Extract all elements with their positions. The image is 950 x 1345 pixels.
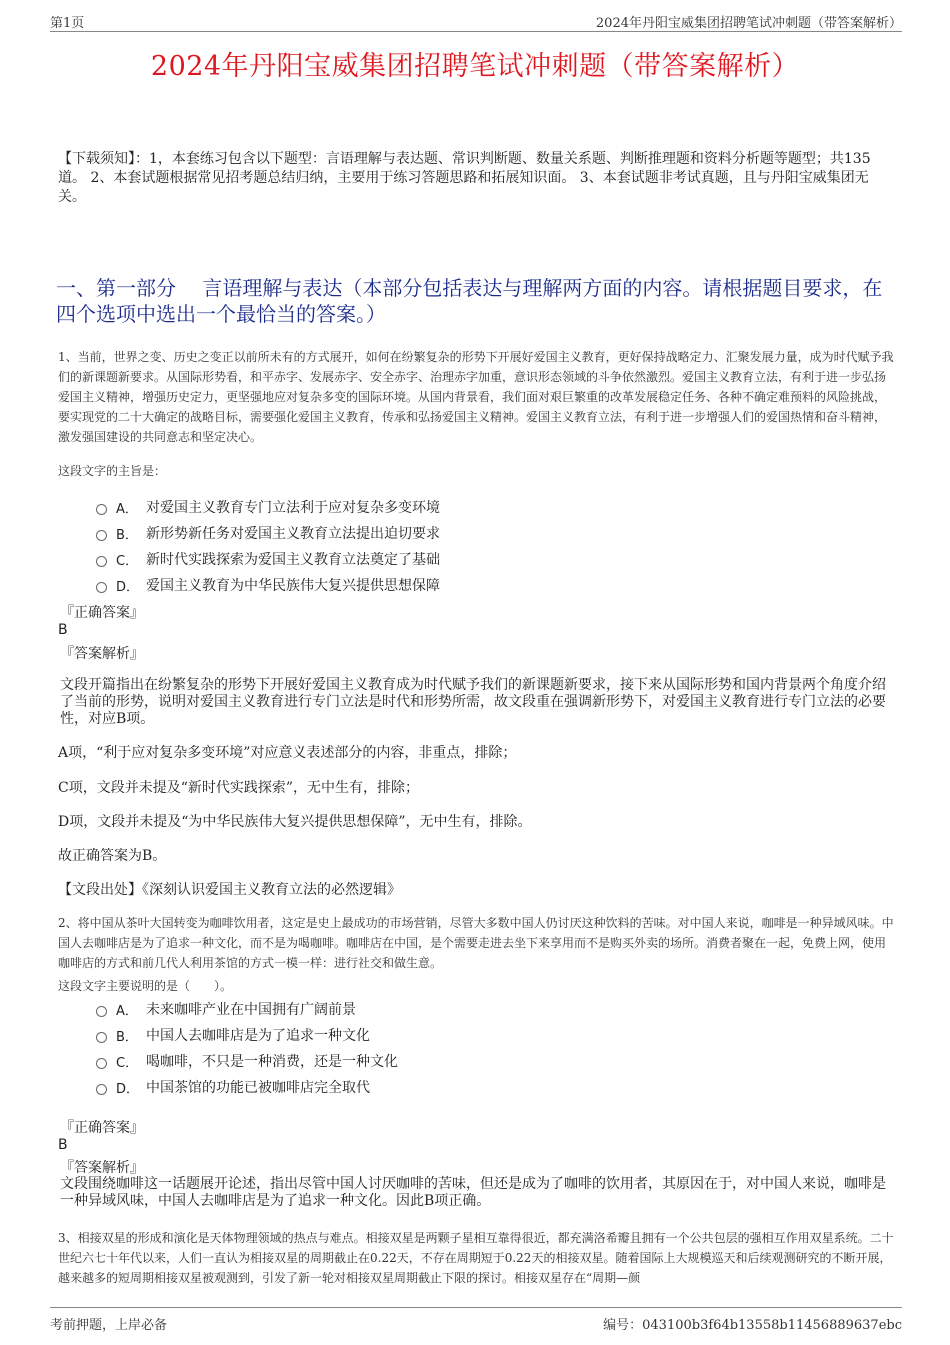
page-title: 2024年丹阳宝威集团招聘笔试冲刺题（带答案解析） xyxy=(150,51,800,82)
q2-stem: 2、将中国从茶叶大国转变为咖啡饮用者，这定是史上最成功的市场营销，尽管大多数中国人仍讨厌这种饮料的苦味。对中国人来说，咖啡是一种异域风味。中国人去咖啡店是为了追求一种文化，而不是为喝咖啡。咖啡店在中国，是个需要走进去坐下来享用而不是购买外卖的场所。消费者聚在一起，免费上网，使用咖啡店的方式和前几代人利用茶馆的方式一模一样：进行社交和做生意。 xyxy=(58,916,894,970)
q2-question: 这段文字主要说明的是（ ）。 xyxy=(58,979,233,993)
q1-answer: B xyxy=(58,622,68,638)
q1-conclusion: 故正确答案为B。 xyxy=(58,848,167,864)
q2-answer-label: 『正确答案』 xyxy=(60,1120,144,1136)
header-doc-title: 2024年丹阳宝威集团招聘笔试冲刺题（带答案解析） xyxy=(595,16,902,31)
q1-analysis-label: 『答案解析』 xyxy=(60,646,144,662)
footer-slogan: 考前押题，上岸必备 xyxy=(50,1318,168,1333)
radio-icon[interactable] xyxy=(96,1058,107,1069)
radio-icon[interactable] xyxy=(96,1006,107,1017)
q1-option-d[interactable]: D． 爱国主义教育为中华民族伟大复兴提供思想保障 xyxy=(96,575,440,595)
q1-note-a: A项，“利于应对复杂多变环境”对应意义表述部分的内容，非重点，排除； xyxy=(58,745,517,761)
footer-code: 编号：043100b3f64b13558b11456889637ebc xyxy=(603,1318,902,1333)
page-number: 第1页 xyxy=(50,16,85,31)
download-notice: 【下载须知】：1，本套练习包含以下题型：言语理解与表达题、常识判断题、数量关系题、判断推理题和资料分析题等题型；共135道。 2、本套试题根据常见招考题总结归纳，主要用于练习答题思路和拓展知识面。 3、本套试题非考试真题，且与丹阳宝威集团无关。 xyxy=(58,151,871,205)
q2-option-b[interactable]: B． 中国人去咖啡店是为了追求一种文化 xyxy=(96,1025,370,1045)
q2-analysis-label: 『答案解析』 xyxy=(60,1160,144,1176)
q1-option-a[interactable]: A． 对爱国主义教育专门立法利于应对复杂多变环境 xyxy=(96,497,440,517)
q1-question: 这段文字的主旨是： xyxy=(58,464,167,478)
q3-stem: 3、相接双星的形成和演化是天体物理领域的热点与难点。相接双星是两颗子星相互靠得很近，都充满洛希瓣且拥有一个公共包层的强相互作用双星系统。二十世纪六七十年代以来，人们一直认为相接双星的周期截止在0.22天，不存在周期短于0.22天的相接双星。随着国际上大规模巡天和后续观测研究的不断开展，越来越多的短周期相接双星被观测到，引发了新一轮对相接双星周期截止下限的探讨。相接双星存在“周期—颜 xyxy=(58,1231,894,1285)
q1-stem: 1、当前，世界之变、历史之变正以前所未有的方式展开，如何在纷繁复杂的形势下开展好爱国主义教育，更好保持战略定力、汇聚发展力量，成为时代赋予我们的新课题新要求。从国际形势看，和平赤字、发展赤字、安全赤字、治理赤字加重，意识形态领域的斗争依然激烈。爱国主义教育立法，有利于进一步弘扬爱国主义精神，增强历史定力，更坚强地应对复杂多变的国际环境。从国内背景看，我们面对艰巨繁重的改革发展稳定任务、各种不确定难预料的风险挑战，要实现党的二十大确定的战略目标，需要强化爱国主义教育，传承和弘扬爱国主义精神。爱国主义教育立法，有利于进一步增强人们的爱国热情和奋斗精神，激发强国建设的共同意志和坚定决心。 xyxy=(58,350,894,444)
q1-option-c[interactable]: C． 新时代实践探索为爱国主义教育立法奠定了基础 xyxy=(96,549,440,569)
radio-icon[interactable] xyxy=(96,556,107,567)
radio-icon[interactable] xyxy=(96,1032,107,1043)
q2-analysis: 文段围绕咖啡这一话题展开论述，指出尽管中国人讨厌咖啡的苦味，但还是成为了咖啡的饮用者，其原因在于，对中国人来说，咖啡是一种异域风味，中国人去咖啡店是为了追求一种文化。因此B项正确。 xyxy=(60,1176,886,1209)
q1-note-c: C项，文段并未提及“新时代实践探索”，无中生有，排除； xyxy=(58,780,420,796)
q1-source: 【文段出处】《深刻认识爱国主义教育立法的必然逻辑》 xyxy=(58,882,401,898)
q1-answer-label: 『正确答案』 xyxy=(60,605,144,621)
radio-icon[interactable] xyxy=(96,582,107,593)
q1-analysis: 文段开篇指出在纷繁复杂的形势下开展好爱国主义教育成为时代赋予我们的新课题新要求，接下来从国际形势和国内背景两个角度介绍了当前的形势，说明对爱国主义教育进行专门立法是时代和形势所需，故文段重在强调新形势下，对爱国主义教育进行专门立法的必要性，对应B项。 xyxy=(60,677,886,727)
radio-icon[interactable] xyxy=(96,1084,107,1095)
radio-icon[interactable] xyxy=(96,530,107,541)
section-heading: 一、第一部分 言语理解与表达（本部分包括表达与理解两方面的内容。请根据题目要求，在四个选项中选出一个最恰当的答案。） xyxy=(56,276,883,326)
header-divider xyxy=(50,31,902,32)
q2-answer: B xyxy=(58,1137,68,1153)
q1-option-b[interactable]: B． 新形势新任务对爱国主义教育立法提出迫切要求 xyxy=(96,523,440,543)
radio-icon[interactable] xyxy=(96,504,107,515)
q2-option-c[interactable]: C． 喝咖啡，不只是一种消费，还是一种文化 xyxy=(96,1051,398,1071)
q1-note-d: D项，文段并未提及“为中华民族伟大复兴提供思想保障”，无中生有，排除。 xyxy=(58,814,532,830)
q2-option-d[interactable]: D． 中国茶馆的功能已被咖啡店完全取代 xyxy=(96,1077,370,1097)
q2-option-a[interactable]: A． 未来咖啡产业在中国拥有广阔前景 xyxy=(96,999,356,1019)
footer-divider xyxy=(50,1307,902,1308)
